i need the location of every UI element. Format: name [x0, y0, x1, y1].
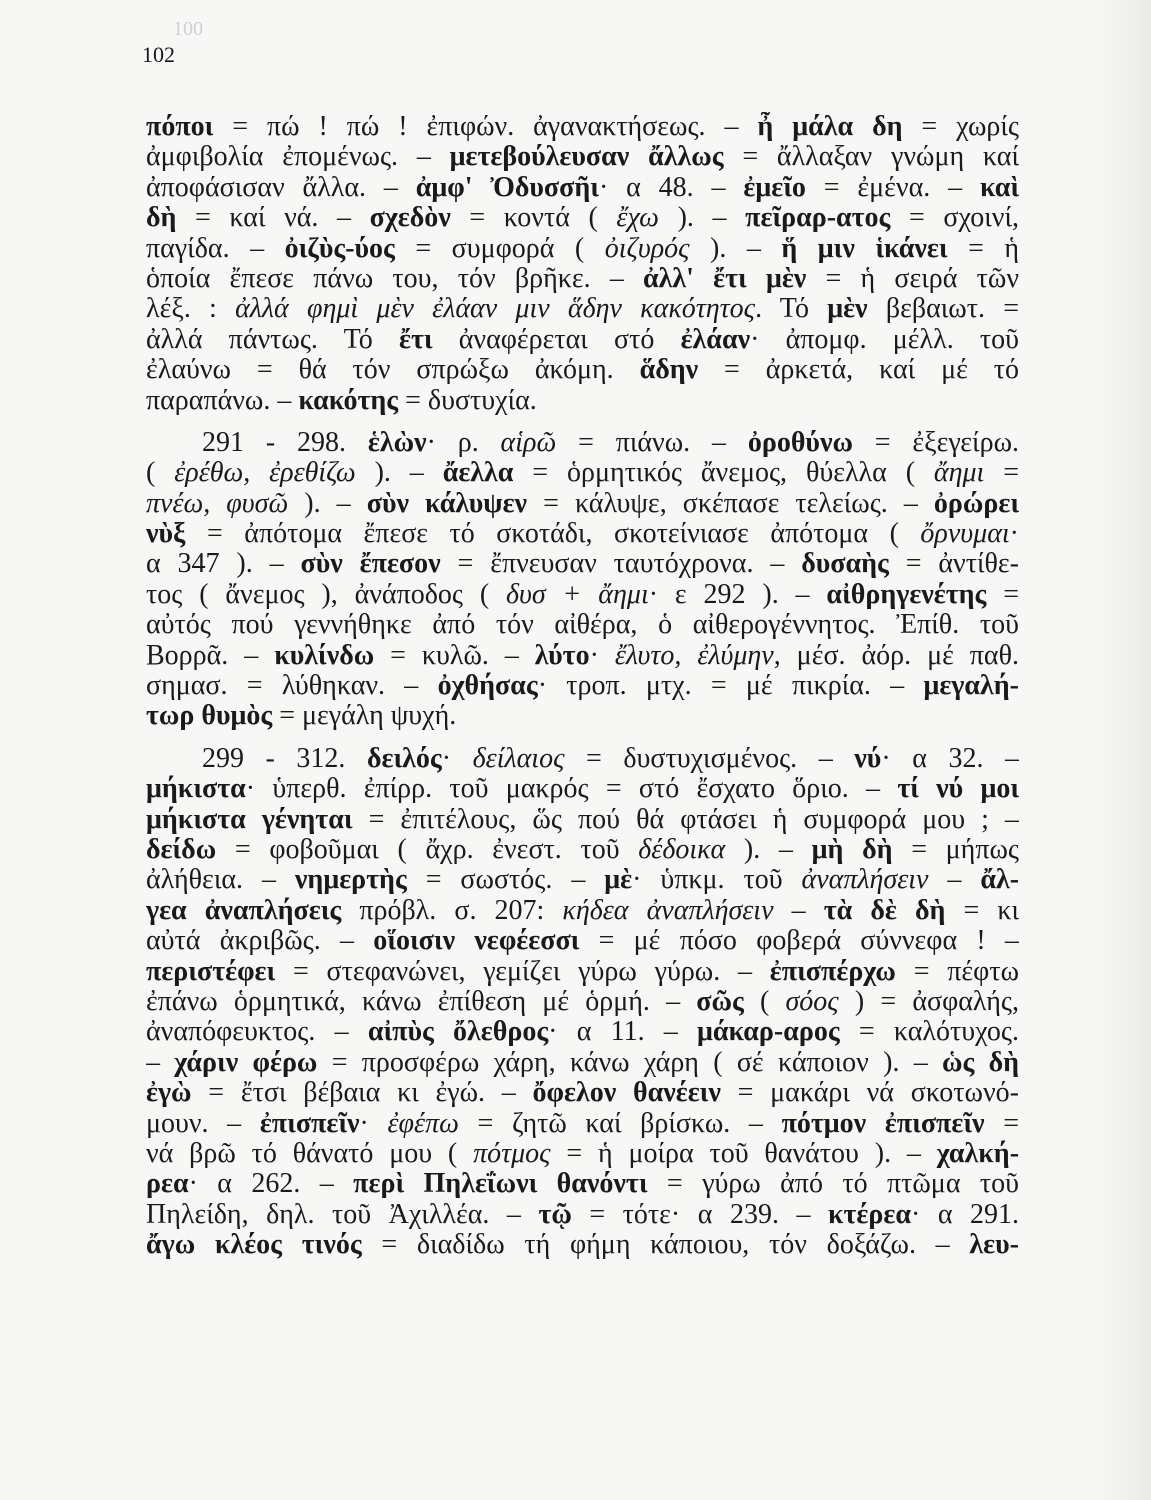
gloss-text: Βορρᾶ. – [146, 640, 275, 671]
gloss-text: – [928, 865, 981, 896]
gloss-text: νά βρῶ τό θάνατό μου ( [146, 1138, 474, 1169]
cited-form: δείλαιος [472, 743, 565, 774]
lemma-term: πεῖραρ-ατος [745, 203, 891, 234]
lemma-term: μετεβούλευσαν ἄλλως [449, 142, 724, 173]
gloss-text: = συμφορά ( [394, 233, 605, 264]
cited-form: ἔλυτο, ἐλύμην [614, 640, 774, 671]
text-line [146, 701, 1019, 731]
lemma-term: πόποι [146, 112, 214, 142]
text-line [146, 744, 1019, 774]
text-line [146, 896, 1019, 926]
gloss-text: 299 - 312. [202, 743, 367, 774]
text-line [146, 173, 1019, 203]
gloss-text: = ὁρμητικός ἄνεμος, θύελλα ( [513, 458, 934, 489]
text-line [146, 957, 1019, 987]
gloss-text: τος ( ἄνεμος ), ἀνάποδος ( [146, 579, 507, 610]
text-line [146, 112, 1019, 142]
gloss-text: = [984, 458, 1019, 489]
lemma-term: σὺν ἔπεσον [300, 549, 441, 580]
gloss-text: = καί νά. – [176, 203, 370, 234]
gloss-text: ( [743, 986, 786, 1017]
gloss-text: ἀλλά πάντως. Τό [146, 324, 399, 355]
lemma-term: οἵοισιν νεφέεσσι [373, 926, 580, 957]
lemma-term: χάριν φέρω [174, 1047, 318, 1078]
cited-form: δυσ + ἄημι [506, 579, 649, 610]
gloss-text: = πιάνω. – [556, 427, 748, 458]
gloss-text: μουν. – [146, 1108, 260, 1139]
gloss-text: · [1009, 519, 1019, 550]
text-line [146, 549, 1019, 579]
lemma-term: τὰ δὲ δὴ [823, 895, 946, 926]
gloss-text: = σχοινί, [890, 203, 1019, 234]
lemma-term: ἅδην [639, 355, 699, 386]
gloss-text: = ἔτσι βέβαια κι ἐγώ. – [191, 1078, 533, 1109]
gloss-text: = μεγάλη ψυχή. [272, 701, 457, 732]
gloss-text: πρόβλ. σ. 207: [341, 895, 563, 926]
lemma-term: περὶ Πηλεΐωνι θανόντι [353, 1169, 648, 1200]
gloss-text: ). – [725, 834, 812, 865]
gloss-text: ὁποία ἔπεσε πάνω του, τόν βρῆκε. – [146, 263, 644, 294]
gloss-text: · ὑπκμ. τοῦ [632, 865, 802, 896]
gloss-text: = κι [945, 895, 1019, 926]
lemma-term: σχεδὸν [369, 203, 451, 234]
gloss-text: α 347 ). – [146, 549, 301, 580]
gloss-text: = προσφέρω χάρη, κάνω χάρη ( σέ κάποιον ). – [317, 1047, 943, 1078]
text-line [146, 865, 1019, 895]
gloss-text: = ἐξεγείρω. [852, 427, 1019, 458]
page-edge-shadow [1091, 0, 1151, 1500]
lemma-term: ἥ μιν ἱκάνει [781, 233, 948, 264]
lemma-term: ἀμφ' Ὀδυσσῆι [415, 172, 599, 203]
text-line [146, 610, 1019, 640]
text-line [146, 835, 1019, 865]
gloss-text: · ἀπομφ. μέλλ. τοῦ [750, 324, 1019, 355]
lemma-term: ὀχθήσας [437, 671, 538, 702]
gloss-text: = σωστός. – [406, 865, 605, 896]
gloss-text: = τότε· α 239. – [571, 1199, 828, 1230]
text-line [146, 1048, 1019, 1078]
lemma-term: ὀροθύνω [747, 427, 853, 458]
text-line [146, 325, 1019, 355]
gloss-text: Πηλείδη, δηλ. τοῦ Ἀχιλλέα. – [146, 1199, 539, 1230]
cited-form: κήδεα ἀναπλήσειν [562, 895, 774, 926]
lemma-term: κτέρεα [827, 1199, 911, 1230]
gloss-text: βεβαιωτ. = [867, 294, 1019, 325]
lemma-term: ρεα [146, 1169, 189, 1200]
lemma-term: νὺξ [146, 519, 186, 550]
text-line [146, 774, 1019, 804]
gloss-text: = φοβοῦμαι ( ἄχρ. ἐνεστ. τοῦ [216, 834, 639, 865]
cited-form: ἔχω [616, 203, 659, 234]
lemma-term: ὀρώρει [933, 488, 1019, 519]
gloss-text: = ἔπνευσαν ταυτόχρονα. – [440, 549, 802, 580]
gloss-text: · ε 292 ). – [648, 579, 827, 610]
bleed-through-page-number: 100 [173, 18, 203, 40]
lemma-term: τωρ θυμὸς [146, 701, 273, 732]
cited-form: πνέω, φυσῶ [146, 488, 289, 519]
gloss-text: · α 11. – [548, 1017, 698, 1048]
gloss-text: = δυστυχισμένος. – [564, 743, 855, 774]
lemma-term: πότμον ἐπισπεῖν [781, 1108, 985, 1139]
lemma-term: λύτο [534, 640, 590, 671]
gloss-text: αὐτός πού γεννήθηκε ἀπό τόν αἰθέρα, ὁ αἰθερογέννητος. Ἐπίθ. τοῦ [146, 610, 1019, 641]
gloss-text: = [984, 1108, 1019, 1139]
gloss-text: = ἡ μοίρα τοῦ θανάτου ). – [550, 1138, 937, 1169]
gloss-text: = πώ ! πώ ! ἐπιφών. ἀγανακτήσεως. – [213, 112, 758, 142]
lemma-term: χαλκή- [936, 1138, 1019, 1169]
gloss-text: = ζητῶ καί βρίσκω. – [458, 1108, 782, 1139]
text-line [146, 1017, 1019, 1047]
text-line [146, 926, 1019, 956]
lemma-term: μήκιστα γένηται [146, 804, 353, 835]
gloss-text: = ἄλλαξαν γνώμη καί [723, 142, 1019, 173]
page-number: 102 [142, 42, 175, 67]
gloss-text: = ἐπιτέλους, ὥς πού θά φτάσει ἡ συμφορά μου ; – [352, 804, 1019, 835]
text-line [146, 1078, 1019, 1108]
gloss-text: = ἀντίθε- [888, 549, 1019, 580]
lemma-term: ἄελλα [442, 458, 514, 489]
gloss-text: = ἀπότομα ἔπεσε τό σκοτάδι, σκοτείνιασε ἀπότομα ( [185, 519, 921, 550]
gloss-text: = μέ πόσο φοβερά σύννεφα ! – [579, 926, 1019, 957]
lemma-term: ἄλ- [980, 865, 1019, 896]
gloss-text: ἀναπόφευκτος. – [146, 1017, 368, 1048]
gloss-text: ἐλαύνω = θά τόν σπρώξω ἀκόμη. [146, 355, 640, 386]
lemma-term: καὶ [979, 172, 1019, 203]
lemma-term: νύ [854, 743, 882, 774]
lemma-term: περιστέφει [146, 956, 276, 987]
gloss-text: · [441, 743, 473, 774]
lemma-term: ἐγὼ [146, 1078, 192, 1109]
gloss-text: ). – [288, 488, 367, 519]
gloss-text: ἀλήθεια. – [146, 865, 295, 896]
lemma-term: δείδω [146, 834, 217, 865]
gloss-text: · ρ. [426, 427, 501, 458]
lemma-term: τῷ [538, 1199, 572, 1230]
lemma-term: ἄγω κλέος τινός [146, 1230, 362, 1261]
lemma-term: ἐπισπεῖν [259, 1108, 360, 1139]
gloss-text: ). – [689, 233, 782, 264]
lemma-term: αἰπὺς ὄλεθρος [367, 1017, 549, 1048]
gloss-text: · ὑπερθ. ἐπίρρ. τοῦ μακρός = στό ἔσχατο ὅριο. – [245, 774, 898, 805]
gloss-text: = ἀρκετά, καί μέ τό [698, 355, 1019, 386]
gloss-text: · α 48. – [598, 172, 744, 203]
text-line [146, 264, 1019, 294]
lemma-term: δὴ [146, 203, 177, 234]
lemma-term: ἔτι [398, 324, 433, 355]
lemma-term: αἰθρηγενέτης [826, 579, 987, 610]
cited-form: δέδοικα [638, 834, 726, 865]
text-line [146, 987, 1019, 1017]
gloss-text: , μέσ. ἀόρ. μέ παθ. [773, 640, 1019, 671]
cited-form: πότμος [473, 1138, 551, 1169]
lemma-term: ἐμεῖο [743, 172, 806, 203]
gloss-text: ( [146, 458, 175, 489]
lemma-term: σὺν κάλυψεν [366, 488, 528, 519]
lemma-term: νημερτὴς [294, 865, 407, 896]
lemma-term: μεγαλή- [923, 671, 1019, 702]
gloss-text: = στεφανώνει, γεμίζει γύρω γύρω. – [275, 956, 770, 987]
text-line [146, 1169, 1019, 1199]
gloss-text: = κυλῶ. – [374, 640, 535, 671]
cited-form: ἐρέθω, ἐρεθίζω [174, 458, 356, 489]
lemma-term: μὲν [827, 294, 868, 325]
lemma-term: ὀιζὺς-ύος [284, 233, 395, 264]
gloss-text: · [359, 1108, 388, 1139]
gloss-text: ἀποφάσισαν ἄλλα. – [146, 172, 416, 203]
text-line [146, 641, 1019, 671]
text-line [146, 1230, 1019, 1260]
gloss-text: = ἡ σειρά τῶν [806, 263, 1019, 294]
text-line [146, 519, 1019, 549]
text-line [146, 386, 1019, 416]
lemma-term: μὲ [604, 865, 633, 896]
gloss-text: σημασ. = λύθηκαν. – [146, 671, 438, 702]
text-line [146, 1109, 1019, 1139]
gloss-text: – [773, 895, 824, 926]
gloss-text: · α 291. [910, 1199, 1019, 1230]
gloss-text: = ἐμένα. – [805, 172, 980, 203]
gloss-text: = ἡ [947, 233, 1019, 264]
gloss-text: = κοντά ( [450, 203, 617, 234]
lemma-term: σῶς [696, 986, 744, 1017]
text-line [146, 458, 1019, 488]
cited-form: ὀιζυρός [604, 233, 690, 264]
text-line [146, 1139, 1019, 1169]
gloss-text: ἀναφέρεται στό [432, 324, 681, 355]
gloss-text: 291 - 298. [202, 427, 368, 458]
lemma-term: μάκαρ-αρος [697, 1017, 840, 1048]
lemma-term: ἐλάαν [680, 324, 751, 355]
cited-form: ἐφέπω [387, 1108, 459, 1139]
gloss-text: παγίδα. – [146, 233, 285, 264]
cited-form: σόος [785, 986, 839, 1017]
gloss-text: ). – [355, 458, 443, 489]
lemma-term: κυλίνδω [274, 640, 375, 671]
text-line [146, 428, 1019, 458]
text-line [146, 355, 1019, 385]
gloss-text: = διαδίδω τή φήμη κάποιου, τόν δοξάζω. – [361, 1230, 970, 1261]
cited-form: ἀναπλήσειν [801, 865, 929, 896]
gloss-text: – [146, 1047, 175, 1078]
text-line [146, 805, 1019, 835]
gloss-text: · [589, 640, 615, 671]
cited-form: ἄημι [933, 458, 985, 489]
lemma-term: μὴ δὴ [811, 834, 893, 865]
gloss-text: · α 262. – [188, 1169, 354, 1200]
text-line [146, 489, 1019, 519]
lemma-term: ὄφελον θανέειν [532, 1078, 721, 1109]
gloss-text: = καλότυχος. [839, 1017, 1019, 1048]
lemma-term: ἀλλ' ἔτι μὲν [643, 263, 807, 294]
text-line [146, 234, 1019, 264]
text-line [146, 580, 1019, 610]
gloss-text: = χωρίς [902, 112, 1019, 142]
lemma-term: ἑλὼν [367, 427, 427, 458]
gloss-text: = δυστυχία. [398, 385, 537, 416]
lemma-term: ὡς δὴ [942, 1047, 1019, 1078]
text-line [146, 671, 1019, 701]
gloss-text: ) = ἀσφαλής, [838, 986, 1019, 1017]
gloss-text: = γύρω ἀπό τό πτῶμα τοῦ [647, 1169, 1019, 1200]
text-line [146, 1200, 1019, 1230]
commentary-text [146, 112, 1019, 1260]
text-line [146, 294, 1019, 324]
gloss-text: λέξ. : [146, 294, 236, 325]
gloss-text: = κάλυψε, σκέπασε τελείως. – [527, 488, 934, 519]
gloss-text: · α 32. – [881, 743, 1019, 774]
gloss-text: αὐτά ἀκριβῶς. – [146, 926, 374, 957]
lemma-term: γεα ἀναπλήσεις [146, 895, 342, 926]
lemma-term: δυσαὴς [801, 549, 889, 580]
lemma-term: δειλός [367, 743, 442, 774]
gloss-text: = [986, 579, 1019, 610]
gloss-text: ἀμφιβολία ἐπομένως. – [146, 142, 450, 173]
lemma-term: λευ- [969, 1230, 1019, 1261]
lemma-term: ἦ μάλα δη [757, 112, 903, 142]
gloss-text: . Τό [755, 294, 828, 325]
lemma-term: μήκιστα [146, 774, 246, 805]
gloss-text: ἐπάνω ὁρμητικά, κάνω ἐπίθεση μέ ὁρμή. – [146, 986, 697, 1017]
gloss-text: ). – [658, 203, 746, 234]
text-line [146, 203, 1019, 233]
cited-form: ἀλλά φημὶ μὲν ἐλάαν μιν ἅδην κακότητος [235, 294, 756, 325]
lemma-term: κακότης [298, 385, 399, 416]
gloss-text: = μήπως [892, 834, 1019, 865]
gloss-text: παραπάνω. – [146, 385, 299, 416]
gloss-text: · τροπ. μτχ. = μέ πικρία. – [537, 671, 924, 702]
cited-form: αἱρῶ [500, 427, 557, 458]
gloss-text: = πέφτω [895, 956, 1019, 987]
lemma-term: τί νύ μοι [897, 774, 1019, 805]
gloss-text: = μακάρι νά σκοτωνό- [720, 1078, 1019, 1109]
text-line [146, 142, 1019, 172]
cited-form: ὄρνυμαι [920, 519, 1010, 550]
lemma-term: ἐπισπέρχω [769, 956, 896, 987]
